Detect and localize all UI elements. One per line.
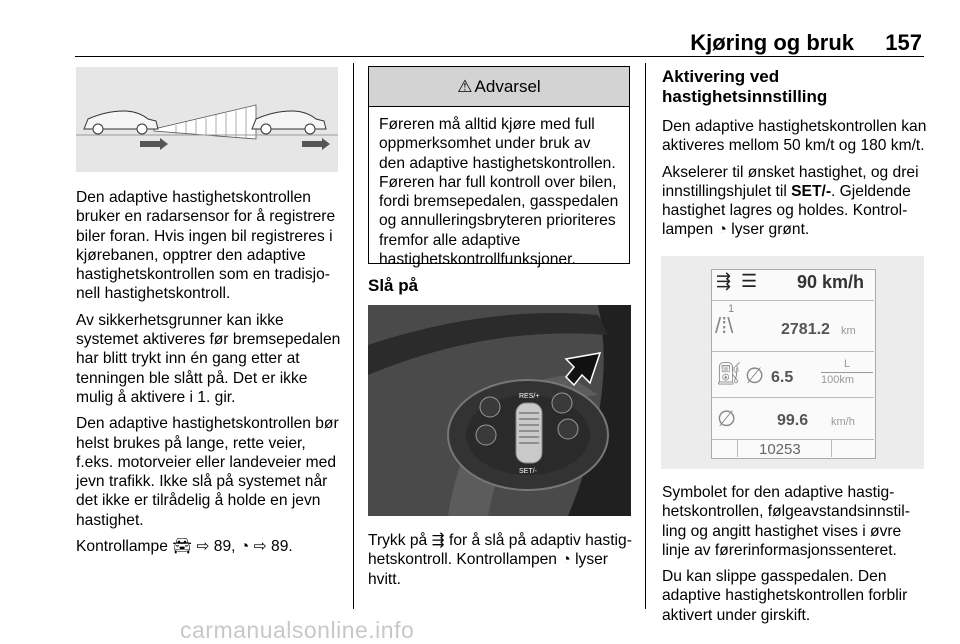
column-divider-right: [645, 63, 646, 609]
paragraph: Den adaptive hastighetskontrollen bør helst brukes på lange, rette veier, f.eks. motorveier eller landeveier med jevn trafikk. Ikke slå på systemet når det ikke er tilrådelig å holde en jevn hastighet.: [76, 415, 339, 529]
paragraph: Kontrollampe 🚘︎ ⇨ 89, ◔ ⇨ 89.: [76, 538, 293, 556]
paragraph-text: Kontrollampe: [76, 538, 168, 556]
page-reference[interactable]: 89: [271, 538, 289, 556]
left-column: [76, 188, 342, 563]
set-speed: 90 km/h: [796, 272, 864, 292]
reference-arrow-icon: ⇨: [253, 538, 267, 556]
consumption-unit-bottom: 100km: [821, 374, 855, 386]
paragraph: [662, 163, 927, 240]
column-divider-left: [353, 63, 354, 609]
radar-illustration: [76, 67, 338, 172]
watermark: carmanualsonline.info: [180, 617, 415, 643]
odometer-value: 2781.2: [781, 321, 830, 338]
paragraph: [368, 531, 634, 589]
paragraph-text: Akselerer til ønsket hastighet, og drei innstillingshjulet til: [662, 163, 919, 200]
adaptive-cruise-icon: ⇶: [716, 271, 732, 291]
section-heading: Slå på: [368, 276, 419, 295]
driver-info-display: [661, 256, 924, 469]
fuel-pump-icon: ⛽︎: [715, 361, 743, 386]
lane-number: 1: [728, 303, 735, 315]
paragraph-text: . Gjeldende hastighet lagres og holdes. Kontrollampen: [662, 182, 911, 239]
warning-header: [369, 67, 629, 107]
average-icon: ∅: [717, 406, 737, 431]
warning-box: [368, 66, 630, 269]
warning-text: Føreren må alltid kjøre med full oppmerksomhet under bruk av den adaptive hastighetskontrollen. Føreren har full kontroll over bilen, fordi bremsepedalen, gasspedalen og annulleringsbryteren prioriteres fremfor alle adaptive hastighetskontrollfunksjoner.: [379, 116, 619, 269]
right-column-bottom: [662, 483, 927, 632]
average-speed-value: 99.6: [777, 412, 809, 429]
paragraph-text: Trykk på: [368, 532, 428, 549]
page-number: 157: [885, 30, 922, 55]
adaptive-cruise-icon: ⇶: [431, 532, 445, 549]
page-header: [0, 30, 960, 56]
paragraph-text: lyser grønt.: [731, 221, 810, 239]
paragraph-text: for å slå på adaptiv hastighetskontroll. Kontrollampen: [368, 532, 632, 569]
following-distance-icon: ☰: [741, 271, 756, 291]
page-reference[interactable]: 89: [213, 538, 232, 556]
average-icon: ∅: [745, 363, 765, 388]
consumption-value: 6.5: [771, 369, 794, 386]
total-distance-value: 10253: [759, 441, 801, 458]
set-button-label: SET/-: [791, 182, 832, 200]
paragraph: Den adaptive hastighetskontrollen bruker en radarsensor for å registrere biler foran. Hvis ingen bil registreres i kjørebanen, opptrer den adaptive hastighetskontrollen som en tradisjonell hastighetskontroll.: [76, 189, 336, 303]
right-column-top: [662, 67, 927, 247]
res-label: RES/+: [519, 393, 540, 400]
warning-title: Advarsel: [474, 76, 541, 96]
paragraph: Av sikkerhetsgrunner kan ikke systemet aktiveres før bremsepedalen har blitt trykt inn én gang etter at tenningen ble slått på. Det er ikke mulig å aktivere i 1. gir.: [76, 311, 341, 406]
section-heading: Aktivering ved hastighetsinnstilling: [662, 67, 828, 106]
reference-arrow-icon: ⇨: [196, 538, 210, 556]
paragraph: Den adaptive hastighetskontrollen kan aktiveres mellom 50 km/t og 180 km/t.: [662, 118, 927, 155]
car-symbol-icon: 🚘︎: [172, 538, 193, 556]
header-rule: [75, 56, 924, 57]
steering-wheel-photo: [368, 305, 631, 516]
set-label: SET/-: [519, 468, 537, 475]
paragraph: Symbolet for den adaptive hastighetskontrollen, følgeavstandsinnstilling og angitt hastighet vises i øvre linje av førerinformasjonssenteret.: [662, 484, 910, 559]
paragraph: Du kan slippe gasspedalen. Den adaptive hastighetskontrollen forblir aktivert under girskift.: [662, 568, 908, 624]
header-title: Kjøring og bruk: [690, 30, 854, 55]
cruise-control-icon: ◔: [561, 551, 571, 569]
middle-column-text: [368, 531, 634, 596]
paragraph-text: lyser hvitt.: [368, 551, 609, 588]
cruise-control-icon: ◔: [717, 221, 727, 239]
average-speed-unit: km/h: [831, 416, 855, 428]
cruise-control-icon: ◔: [239, 538, 250, 556]
warning-icon: ⚠: [457, 76, 473, 96]
consumption-unit-top: L: [843, 358, 851, 370]
lane-icon: /⁞\: [715, 313, 734, 338]
odometer-unit: km: [841, 325, 856, 337]
